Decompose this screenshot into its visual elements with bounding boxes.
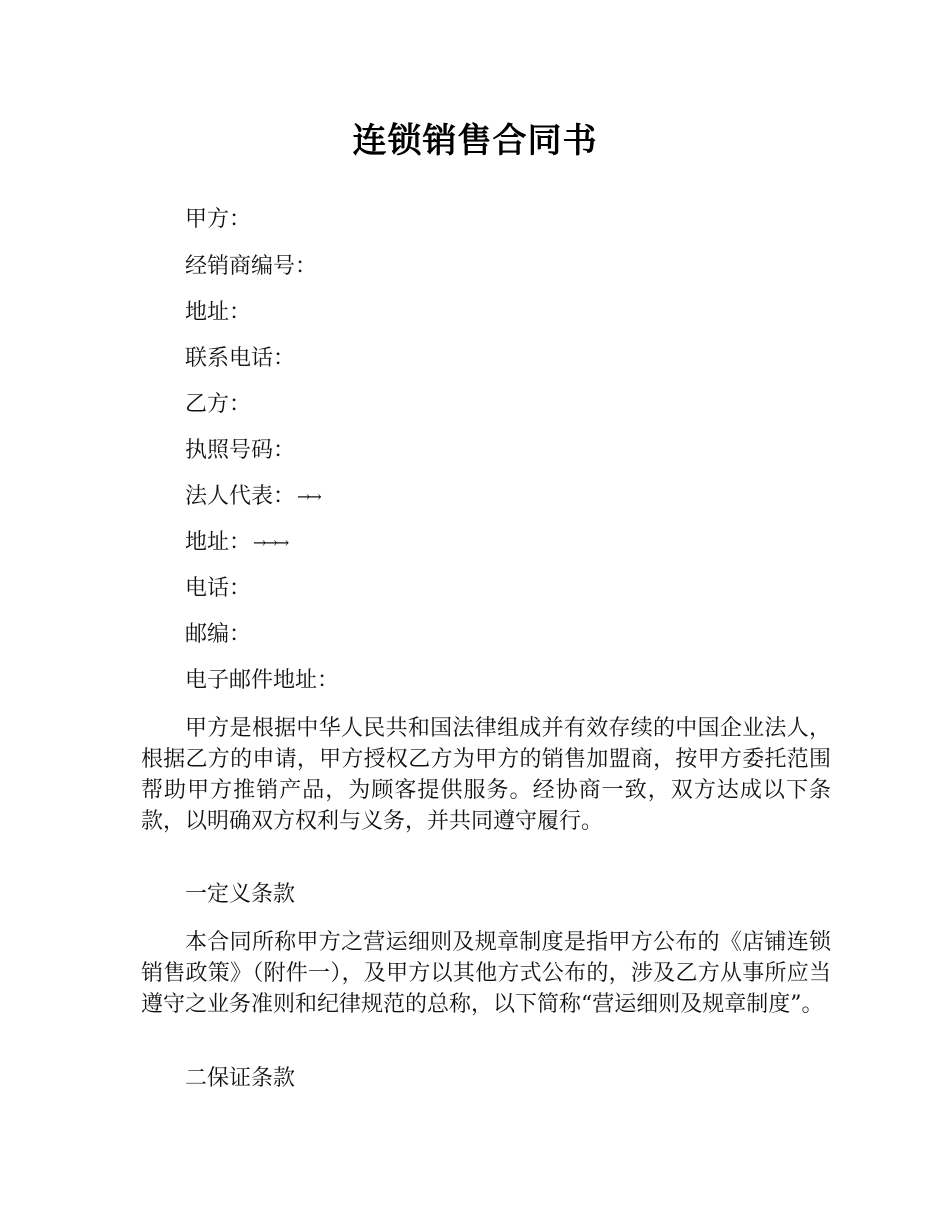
field-phone-b: 电话：: [185, 576, 252, 601]
field-party-a: 甲方：: [185, 207, 252, 232]
field-legal-representative: [185, 482, 320, 512]
field-party-b: 乙方：: [185, 392, 252, 417]
section-1-paragraph: 本合同所称甲方之营运细则及规章制度是指甲方公布的《店铺连锁销售政策》（附件一），及甲方以其他方式公布的，涉及乙方从事所应当遵守之业务准则和纪律规范的总称，以下简称“营运细则及规章制度”。: [141, 930, 831, 1017]
section-1-heading: 一定义条款: [185, 882, 296, 907]
section-2-heading: 二保证条款: [185, 1066, 296, 1091]
field-phone-a: 联系电话：: [185, 346, 296, 371]
field-email: 电子邮件地址：: [185, 668, 340, 693]
address-b-label: 地址：: [185, 530, 252, 555]
intro-paragraph: 甲方是根据中华人民共和国法律组成并有效存续的中国企业法人，根据乙方的申请，甲方授权乙方为甲方的销售加盟商，按甲方委托范围帮助甲方推销产品，为顾客提供服务。经协商一致，双方达成以下条款，以明确双方权利与义务，并共同遵守履行。: [141, 716, 831, 834]
field-address-a: 地址：: [185, 300, 252, 325]
field-address-b: [185, 528, 287, 558]
field-license-number: 执照号码：: [185, 438, 296, 463]
legal-rep-arrow-marks: →→: [297, 487, 320, 506]
legal-rep-label: 法人代表：: [185, 484, 296, 509]
address-b-arrow-marks: →→→: [253, 533, 288, 552]
document-title: 连锁销售合同书: [352, 121, 598, 161]
field-dealer-number: 经销商编号：: [185, 254, 318, 279]
field-postcode: 邮编：: [185, 622, 252, 647]
